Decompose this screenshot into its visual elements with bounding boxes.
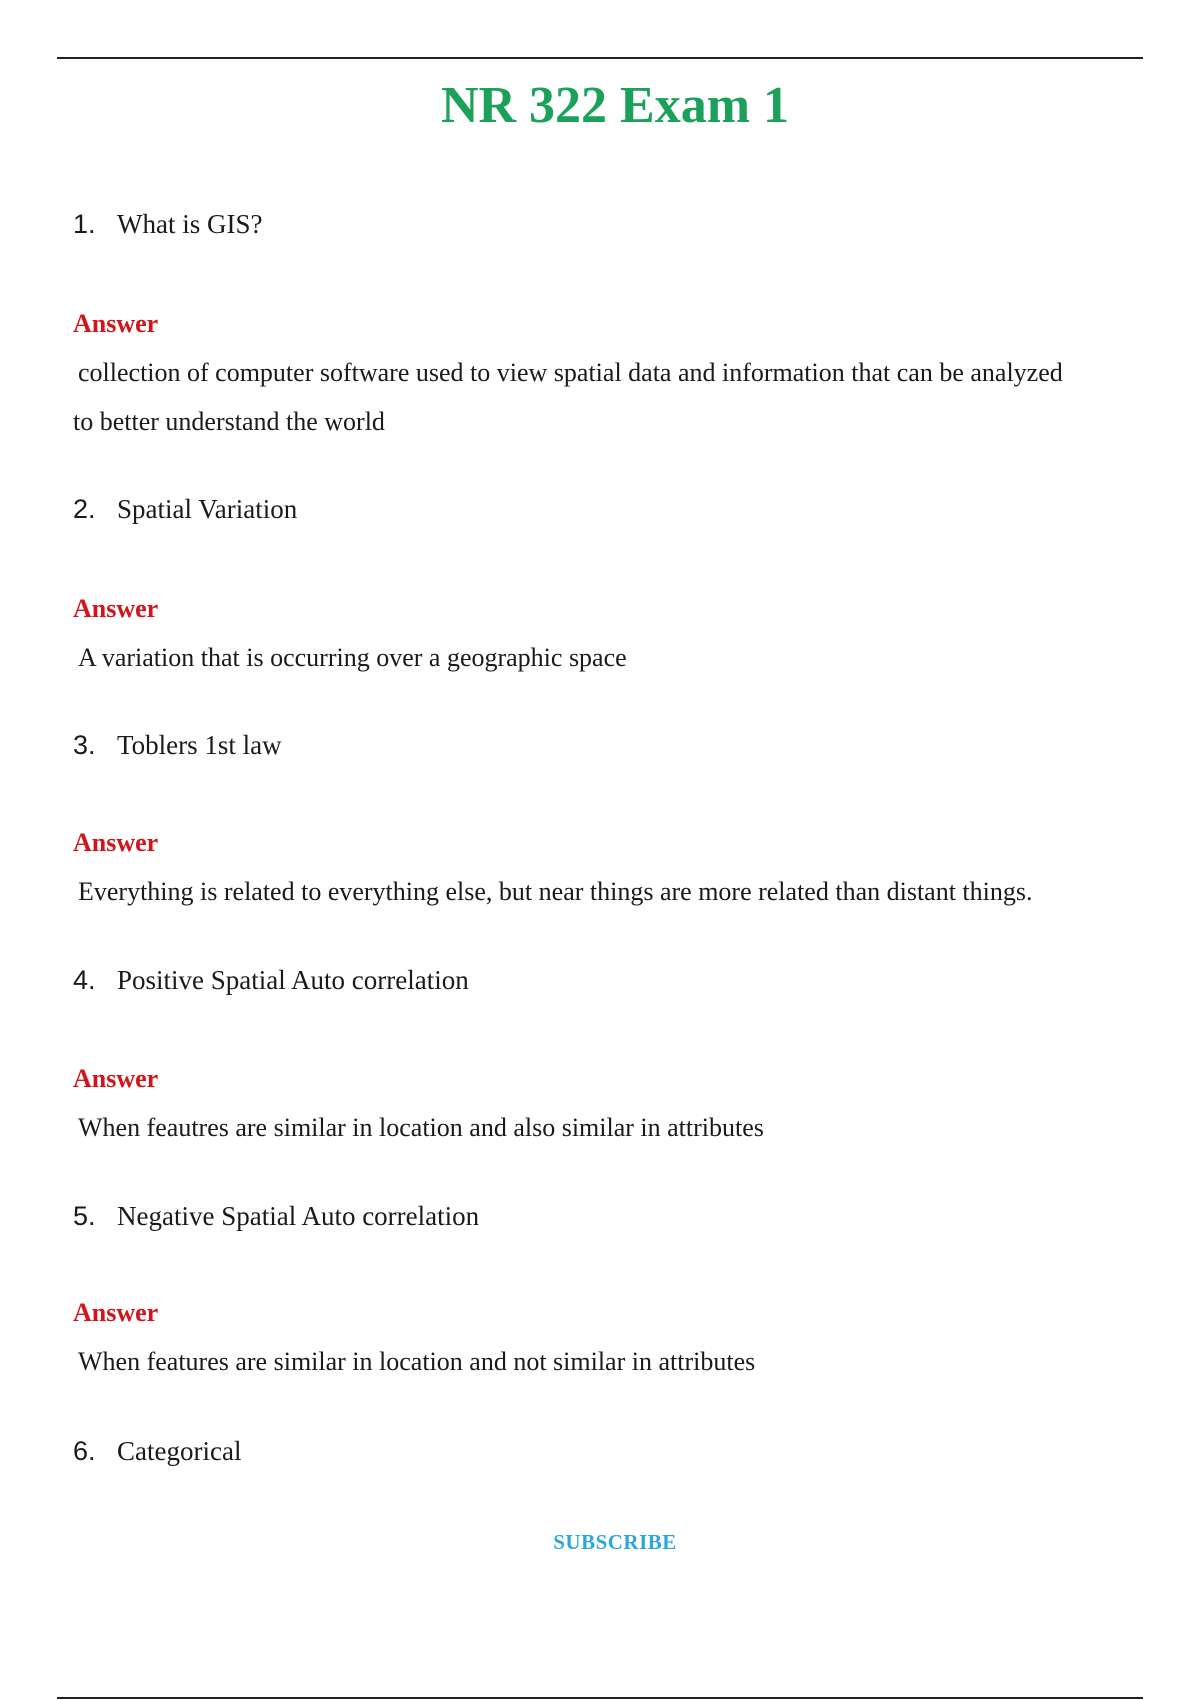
question-number: 6. xyxy=(73,1436,96,1466)
answer-text: When features are similar in location and not similar in attributes xyxy=(78,1347,756,1376)
answer-text: Everything is related to everything else, but near things are more related than distant things. xyxy=(78,877,1033,906)
answer-label: Answer xyxy=(73,828,159,857)
question-text: Toblers 1st law xyxy=(117,730,282,760)
answer-text: A variation that is occurring over a geographic space xyxy=(78,643,627,672)
page-title: NR 322 Exam 1 xyxy=(440,77,790,134)
question-text: Positive Spatial Auto correlation xyxy=(117,965,469,995)
question-text: Negative Spatial Auto correlation xyxy=(117,1201,480,1231)
question-text: What is GIS? xyxy=(117,209,263,239)
subscribe-link[interactable]: SUBSCRIBE xyxy=(553,1530,677,1554)
question-item xyxy=(73,1199,479,1233)
question-number: 4. xyxy=(73,965,96,995)
answer-label: Answer xyxy=(73,594,159,623)
top-divider xyxy=(57,57,1143,59)
answer-text: collection of computer software used to view spatial data and information that can be analyzed to better understand the world xyxy=(73,358,1063,436)
question-number: 3. xyxy=(73,730,96,760)
question-item xyxy=(73,728,282,762)
question-item xyxy=(73,1434,241,1468)
answer-label: Answer xyxy=(73,1064,159,1093)
question-text: Spatial Variation xyxy=(117,494,298,524)
answer-text: When feautres are similar in location and also similar in attributes xyxy=(78,1113,764,1142)
question-item xyxy=(73,963,469,997)
answer-label: Answer xyxy=(73,1298,159,1327)
bottom-divider xyxy=(57,1697,1143,1699)
answer-label: Answer xyxy=(73,309,159,338)
question-number: 2. xyxy=(73,494,96,524)
question-item xyxy=(73,492,297,526)
question-text: Categorical xyxy=(117,1436,242,1466)
question-number: 1. xyxy=(73,209,96,239)
question-number: 5. xyxy=(73,1201,96,1231)
question-item xyxy=(73,207,262,241)
